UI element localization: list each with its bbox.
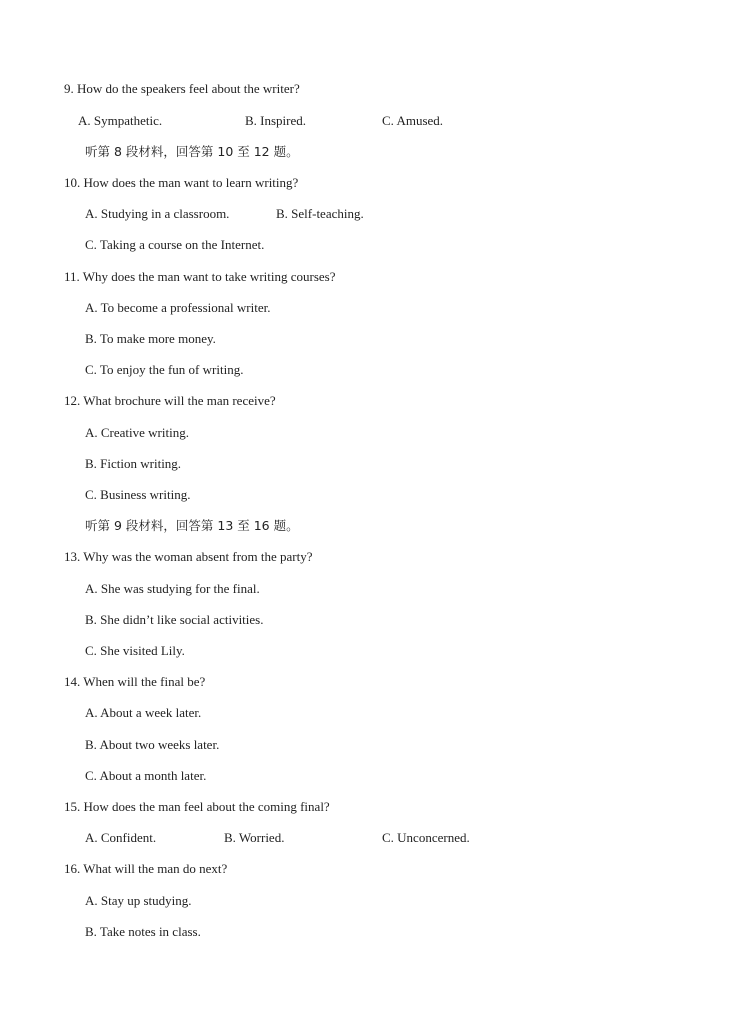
question-13: 13. Why was the woman absent from the party? xyxy=(64,549,313,564)
option-12b: B. Fiction writing. xyxy=(85,456,182,471)
option-12c: C. Business writing. xyxy=(85,487,191,502)
question-9: 9. How do the speakers feel about the writer? xyxy=(64,81,300,96)
option-13b: B. She didn’t like social activities. xyxy=(85,612,264,627)
option-14a: A. About a week later. xyxy=(85,705,202,720)
option-11a: A. To become a professional writer. xyxy=(85,300,271,315)
option-11b: B. To make more money. xyxy=(85,331,216,346)
option-9a: A. Sympathetic. xyxy=(78,113,163,128)
section-heading-9: 听第 9 段材料，回答第 13 至 16 题。 xyxy=(85,518,299,533)
question-11: 11. Why does the man want to take writing courses? xyxy=(64,269,336,284)
option-16b: B. Take notes in class. xyxy=(85,924,201,939)
option-13c: C. She visited Lily. xyxy=(85,643,185,658)
option-10c: C. Taking a course on the Internet. xyxy=(85,237,265,252)
option-10a: A. Studying in a classroom. xyxy=(85,206,230,221)
option-11c: C. To enjoy the fun of writing. xyxy=(85,362,244,377)
option-15b: B. Worried. xyxy=(224,830,285,845)
question-10: 10. How does the man want to learn writing? xyxy=(64,175,299,190)
option-16a: A. Stay up studying. xyxy=(85,893,192,908)
question-14: 14. When will the final be? xyxy=(64,674,206,689)
section-heading-8: 听第 8 段材料，回答第 10 至 12 题。 xyxy=(85,144,299,159)
option-9b: B. Inspired. xyxy=(245,113,307,128)
question-12: 12. What brochure will the man receive? xyxy=(64,393,276,408)
option-14b: B. About two weeks later. xyxy=(85,737,220,752)
option-14c: C. About a month later. xyxy=(85,768,207,783)
option-9c: C. Amused. xyxy=(382,113,444,128)
option-15a: A. Confident. xyxy=(85,830,157,845)
question-16: 16. What will the man do next? xyxy=(64,861,228,876)
option-13a: A. She was studying for the final. xyxy=(85,581,260,596)
option-15c: C. Unconcerned. xyxy=(382,830,470,845)
question-15: 15. How does the man feel about the coming final? xyxy=(64,799,330,814)
option-12a: A. Creative writing. xyxy=(85,425,189,440)
option-10b: B. Self-teaching. xyxy=(276,206,364,221)
